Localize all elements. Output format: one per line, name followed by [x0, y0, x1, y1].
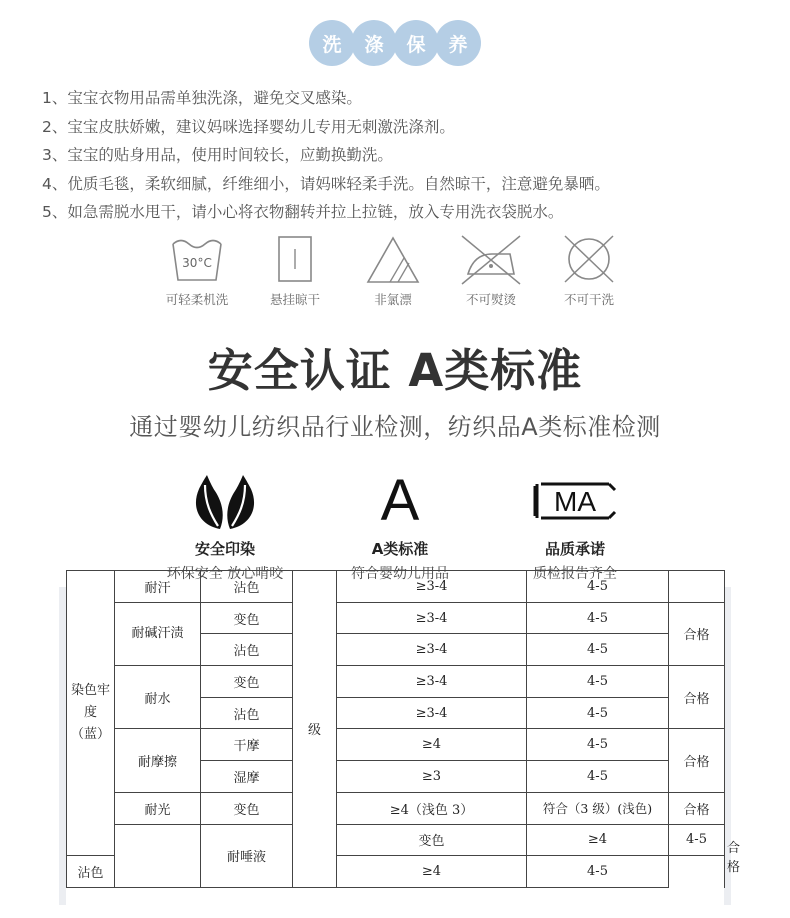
table-row	[67, 729, 725, 761]
care-instruction: 3、宝宝的贴身用品，使用时间较长，应勤换勤洗。	[42, 146, 393, 164]
standard-cell: ≥3-4	[337, 634, 527, 666]
badge-quality	[490, 470, 660, 583]
care-instructions-list	[42, 84, 610, 227]
item-cell: 耐汗	[115, 571, 201, 603]
item-cell: 耐碱汗渍	[115, 602, 201, 665]
care-symbol-label: 非氯漂	[374, 292, 412, 307]
care-symbol-label: 可轻柔机洗	[165, 292, 229, 307]
care-symbol-dry-clean	[540, 230, 638, 308]
item-cell: 耐光	[115, 792, 201, 824]
result-cell: 4-5	[527, 634, 669, 666]
care-symbol-label: 不可熨烫	[465, 292, 516, 307]
letter-a-icon: A	[380, 468, 420, 533]
result-cell: 4-5	[527, 666, 669, 698]
result-cell: 4-5	[527, 729, 669, 761]
item-cell: 耐水	[115, 666, 201, 729]
test-report-table	[66, 570, 741, 888]
badge-name: A类标准	[371, 540, 429, 558]
do-not-dry-clean-icon	[556, 230, 622, 288]
result-cell: 4-5	[669, 824, 725, 856]
standard-cell: ≥4	[337, 856, 527, 888]
standard-cell: ≥3-4	[337, 571, 527, 603]
test-report-table-viewport	[66, 578, 741, 905]
badge-a-standard	[315, 470, 485, 583]
result-cell: 4-5	[527, 856, 669, 888]
badge-safe-dye	[140, 470, 310, 583]
title-circle: 洗	[309, 20, 355, 66]
badge-name: 安全印染	[194, 540, 255, 558]
care-symbol-iron	[442, 230, 540, 308]
badge-name: 品质承诺	[544, 540, 605, 558]
verdict-cell: 合格	[669, 729, 725, 792]
care-symbol-line-dry	[246, 230, 344, 308]
care-symbols	[148, 230, 638, 308]
table-row	[67, 571, 725, 603]
standard-cell: ≥3-4	[337, 602, 527, 634]
certification-subtitle: 通过婴幼儿纺织品行业检测，纺织品A类标准检测	[129, 413, 661, 441]
care-symbol-wash	[148, 230, 246, 308]
title-circle: 养	[435, 20, 481, 66]
line-dry-icon	[262, 230, 328, 288]
care-symbol-bleach	[344, 230, 442, 308]
standard-cell: ≥3	[337, 761, 527, 793]
group-label-cell	[115, 824, 201, 887]
do-not-iron-icon	[458, 230, 524, 288]
standard-cell: ≥3-4	[337, 666, 527, 698]
sub-item-cell: 沾色	[67, 856, 115, 888]
group-label-cell	[67, 571, 115, 856]
item-cell: 耐唾液	[201, 824, 293, 887]
wash-temperature: 30°C	[182, 256, 212, 270]
certification-title: 安全认证 A类标准	[207, 344, 583, 397]
care-symbol-label: 不可干洗	[563, 292, 614, 307]
standard-cell: ≥4（浅色 3）	[337, 792, 527, 824]
wash-30-icon	[164, 230, 230, 288]
care-symbol-label: 悬挂晾干	[269, 292, 320, 307]
certification-badges	[140, 470, 660, 583]
table-row	[67, 602, 725, 634]
title-circle: 涤	[351, 20, 397, 66]
verdict-cell: 合格	[669, 792, 725, 824]
sub-item-cell: 沾色	[201, 697, 293, 729]
group-label: 染色牢度（蓝）	[70, 683, 110, 743]
sub-item-cell: 干摩	[201, 729, 293, 761]
result-cell: 4-5	[527, 761, 669, 793]
sub-item-cell: 变色	[201, 792, 293, 824]
sub-item-cell: 变色	[337, 824, 527, 856]
unit-cell: 级	[293, 571, 337, 888]
standard-cell: ≥4	[527, 824, 669, 856]
care-instruction: 4、优质毛毯，柔软细腻，纤维细小，请妈咪轻柔手洗。自然晾干，注意避免暴晒。	[42, 174, 610, 193]
title-circle: 保	[393, 20, 439, 66]
sub-item-cell: 变色	[201, 602, 293, 634]
care-instruction: 2、宝宝皮肤娇嫩，建议妈咪选择婴幼儿专用无刺激洗涤剂。	[42, 117, 455, 136]
badge-description: 符合婴幼儿用品	[351, 566, 449, 582]
non-chlorine-bleach-icon	[360, 230, 426, 288]
standard-cell: ≥3-4	[337, 697, 527, 729]
result-cell: 4-5	[527, 602, 669, 634]
test-report-frame	[59, 578, 741, 905]
sub-item-cell: 变色	[201, 666, 293, 698]
care-section-title	[0, 20, 790, 66]
care-instruction: 1、宝宝衣物用品需单独洗涤，避免交叉感染。	[42, 89, 362, 107]
leaf-icon	[189, 471, 261, 531]
table-row	[67, 666, 725, 698]
item-cell: 耐摩擦	[115, 729, 201, 792]
badge-description: 质检报告齐全	[533, 566, 617, 582]
sub-item-cell: 沾色	[201, 571, 293, 603]
sub-item-cell: 湿摩	[201, 761, 293, 793]
result-cell: 4-5	[527, 571, 669, 603]
verdict-cell: 合格	[669, 666, 725, 729]
care-instruction: 5、如急需脱水甩干，请小心将衣物翻转并拉上拉链，放入专用洗衣袋脱水。	[42, 203, 564, 221]
ma-text: MA	[554, 486, 596, 517]
table-row: 耐唾液 变色 ≥4 4-5 合格	[67, 824, 725, 856]
verdict-cell	[669, 571, 725, 603]
table-row	[67, 792, 725, 824]
result-cell: 符合（3 级）(浅色)	[527, 792, 669, 824]
standard-cell: ≥4	[337, 729, 527, 761]
verdict-cell: 合格	[669, 602, 725, 665]
sub-item-cell: 沾色	[201, 634, 293, 666]
badge-description: 环保安全 放心啃咬	[166, 566, 284, 582]
result-cell: 4-5	[527, 697, 669, 729]
ma-certification-icon	[531, 478, 619, 524]
